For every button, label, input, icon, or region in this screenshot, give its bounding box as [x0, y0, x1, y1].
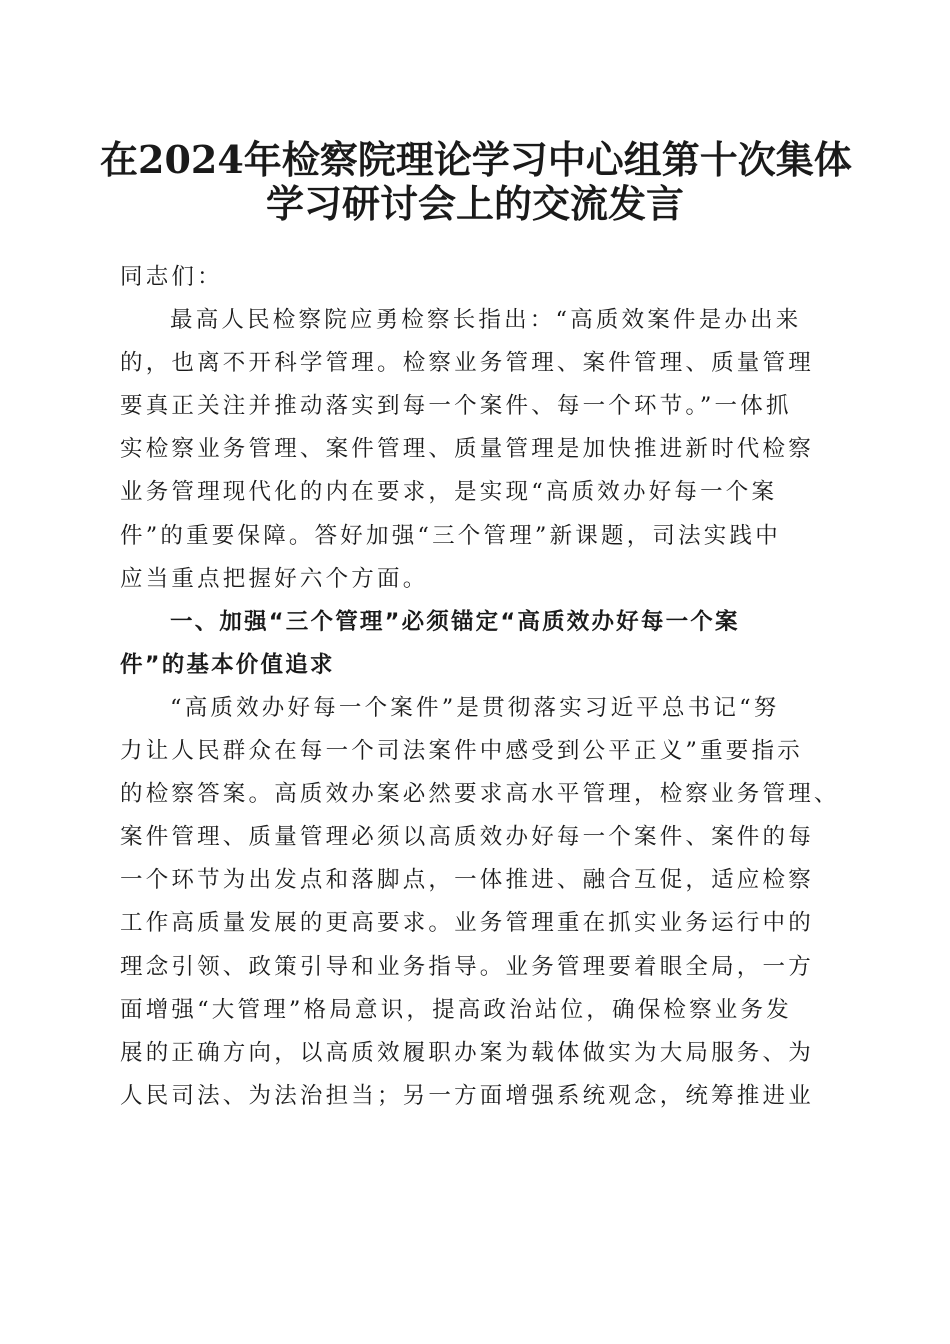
document-title — [100, 138, 850, 226]
paragraph-line: “高质效办好每一个案件”是贯彻落实习近平总书记“努 — [170, 694, 780, 721]
heading-line: 件”的基本价值追求 — [120, 651, 335, 678]
paragraph-line: 展的正确方向，以高质效履职办案为载体做实为大局服务、为 — [120, 1039, 814, 1066]
paragraph-line: 最高人民检察院应勇检察长指出：“高质效案件是办出来 — [170, 307, 802, 334]
paragraph-line: 应当重点把握好六个方面。 — [120, 565, 429, 592]
paragraph-line: 一个环节为出发点和落脚点，一体推进、融合互促，适应检察 — [120, 867, 814, 894]
paragraph-line: 理念引领、政策引导和业务指导。业务管理要着眼全局，一方 — [120, 953, 814, 980]
title-line-2: 学习研讨会上的交流发言 — [265, 181, 684, 226]
section-heading-1 — [120, 601, 840, 687]
paragraph-2 — [120, 687, 840, 1118]
document-body — [120, 256, 840, 1118]
paragraph-line: 工作高质量发展的更高要求。业务管理重在抓实业务运行中的 — [120, 910, 814, 937]
paragraph-line: 的检察答案。高质效办案必然要求高水平管理，检察业务管理、 — [120, 781, 840, 808]
paragraph-1 — [120, 299, 840, 601]
paragraph-line: 要真正关注并推动落实到每一个案件、每一个环节。”一体抓 — [120, 393, 792, 420]
paragraph-line: 案件管理、质量管理必须以高质效办好每一个案件、案件的每 — [120, 824, 814, 851]
paragraph-line: 力让人民群众在每一个司法案件中感受到公平正义”重要指示 — [120, 738, 803, 765]
salutation: 同志们： — [120, 264, 223, 290]
paragraph-line: 件”的重要保障。答好加强“三个管理”新课题，司法实践中 — [120, 522, 781, 549]
paragraph-line: 面增强“大管理”格局意识，提高政治站位，确保检察业务发 — [120, 996, 792, 1023]
paragraph-line: 的，也离不开科学管理。检察业务管理、案件管理、质量管理 — [120, 350, 814, 377]
paragraph-line: 实检察业务管理、案件管理、质量管理是加快推进新时代检察 — [120, 436, 814, 463]
title-line-1: 在2024年检察院理论学习中心组第十次集体 — [100, 137, 852, 182]
paragraph-line: 业务管理现代化的内在要求，是实现“高质效办好每一个案 — [120, 479, 778, 506]
paragraph-line: 人民司法、为法治担当；另一方面增强系统观念，统筹推进业 — [120, 1082, 814, 1109]
heading-line: 一、加强“三个管理”必须锚定“高质效办好每一个案 — [170, 608, 740, 635]
